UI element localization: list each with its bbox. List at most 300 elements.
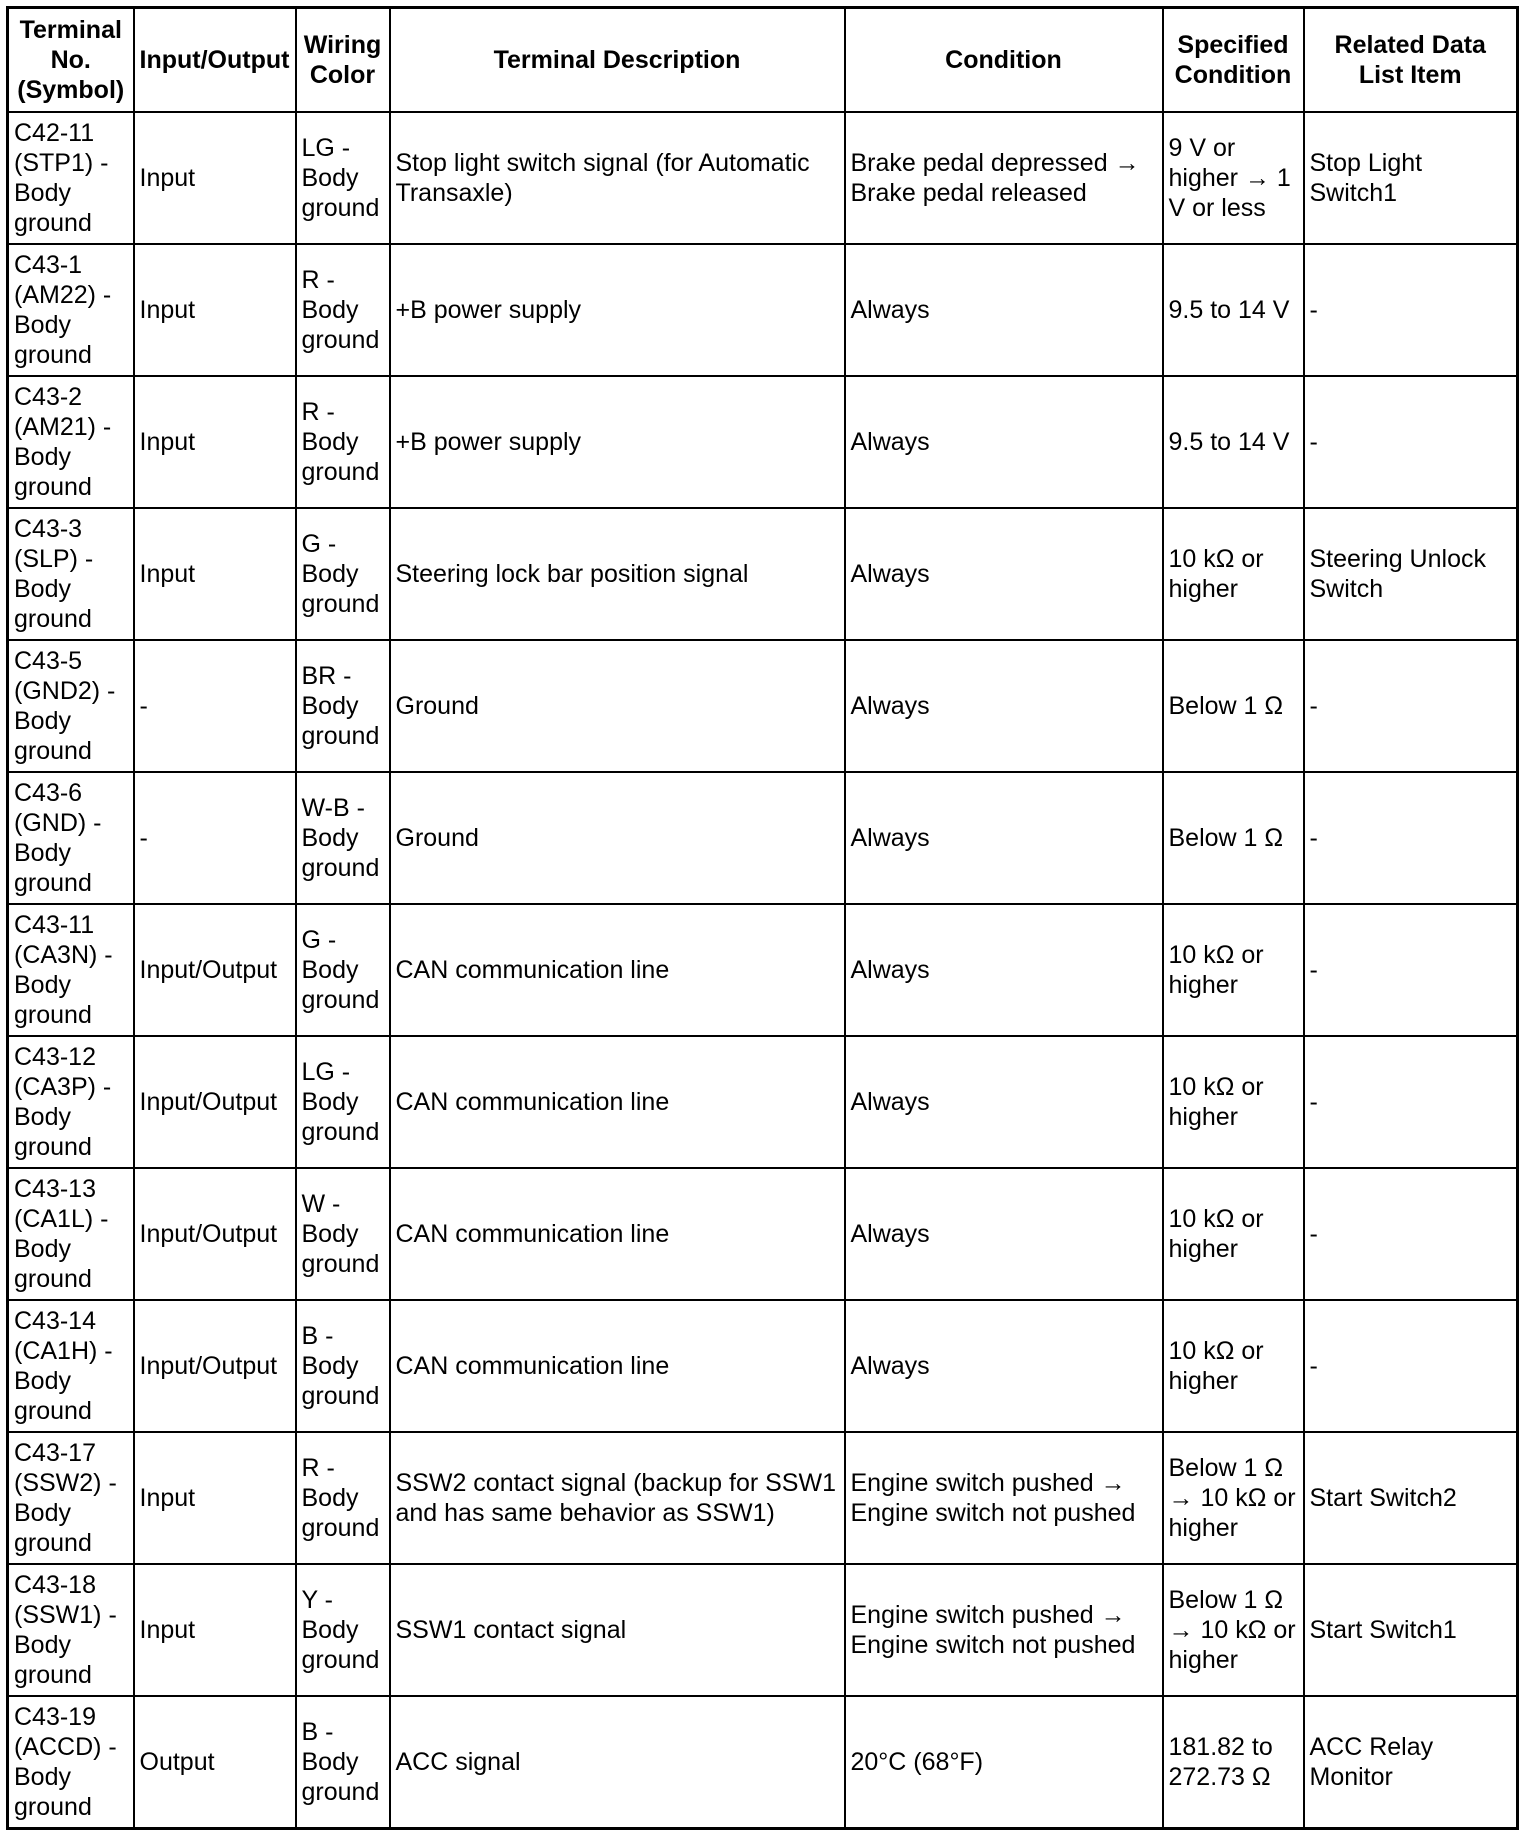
header-related-data [1304,8,1518,112]
terminal-cell [8,1432,134,1564]
cell-text-line: Body [301,427,359,456]
condition-cell [845,1432,1163,1564]
cell-text-line: Engine switch not pushed [850,1499,1136,1528]
cell-text-line: Start Switch2 [1309,1484,1457,1513]
cell-text-line: R - [301,397,335,426]
cell-text-line: Body [301,1484,359,1513]
cell-text-line: - [139,823,148,852]
cell-text-line: Input [139,1484,196,1513]
terminal-cell [8,244,134,376]
cell-text-line: Input [139,1616,196,1645]
cell-text-line: C43-14 [14,1307,96,1336]
description-cell [390,1564,845,1696]
cell-text-line: ground [301,853,380,882]
cell-text-line: LG - [301,133,351,162]
cell-text-line: Body [301,1748,359,1777]
cell-text-line: (GND2) - [14,676,116,705]
header-specified-condition [1163,8,1304,112]
table-row [8,1564,1518,1696]
cell-text-line: W - [301,1190,341,1219]
cell-text-line: ground [301,325,380,354]
cell-text-line: Body [14,838,71,867]
description-cell [390,772,845,904]
header-input-output [134,8,296,112]
cell-text-line: (AM21) - [14,412,112,441]
cell-text-line: ground [14,736,92,765]
condition-cell [845,376,1163,508]
cell-text-line: W-B - [301,793,365,822]
cell-text-line: ground [301,985,380,1014]
cell-text-line: higher [1168,1235,1238,1264]
cell-text-line: (Symbol) [17,75,125,104]
description-cell [390,508,845,640]
table-row [8,112,1518,244]
condition-cell [845,508,1163,640]
cell-text-line: (CA1L) - [14,1205,109,1234]
cell-text-line: Body [14,574,71,603]
cell-text-line: List Item [1358,60,1462,89]
cell-text-line: Related Data [1334,30,1486,59]
description-cell [390,640,845,772]
table-row [8,1696,1518,1828]
cell-text-line: ground [301,589,380,618]
cell-text-line: Condition [945,45,1062,74]
cell-text-line: Body [301,1352,359,1381]
cell-text-line: C43-5 [14,646,83,675]
description-cell [390,244,845,376]
cell-text-line: ground [301,1382,380,1411]
cell-text-line: Monitor [1309,1763,1393,1792]
cell-text-line: Engine switch not pushed [850,1631,1136,1660]
cell-text-line: Body [14,1235,71,1264]
cell-text-line: Body [301,295,359,324]
condition-cell [845,772,1163,904]
cell-text-line: Switch [1309,574,1384,603]
condition-cell [845,904,1163,1036]
cell-text-line: Specified [1177,30,1289,59]
cell-text-line: Always [850,295,930,324]
related-data-cell [1304,244,1518,376]
cell-text-line: higher [1168,1367,1238,1396]
related-data-cell [1304,508,1518,640]
input-output-cell [134,112,296,244]
cell-text-line: ground [301,1646,380,1675]
cell-text-line: C43-11 [14,910,95,939]
condition-cell [845,244,1163,376]
condition-cell [845,1168,1163,1300]
cell-text-line: ground [14,1132,92,1161]
cell-text-line: 272.73 Ω [1168,1763,1271,1792]
cell-text-line: Engine switch pushed → [850,1469,1126,1498]
cell-text-line: Start Switch1 [1309,1616,1457,1645]
cell-text-line: R - [301,1454,335,1483]
wiring-color-cell [296,244,390,376]
wiring-color-cell [296,640,390,772]
header-terminal-description [390,8,845,112]
condition-cell [845,1300,1163,1432]
input-output-cell [134,1564,296,1696]
cell-text-line: Body [14,1631,71,1660]
cell-text-line: ground [14,208,92,237]
cell-text-line: higher [1168,574,1238,603]
wiring-color-cell [296,112,390,244]
related-data-cell [1304,1696,1518,1828]
cell-text-line: Input [139,559,196,588]
cell-text-line: SSW2 contact signal (backup for SSW1 [395,1469,836,1498]
terminal-cell [8,112,134,244]
related-data-cell [1304,1564,1518,1696]
terminal-cell [8,904,134,1036]
cell-text-line: R - [301,265,335,294]
cell-text-line: ACC signal [395,1748,521,1777]
cell-text-line: Condition [1174,60,1292,89]
description-cell [390,1300,845,1432]
cell-text-line: 10 kΩ or [1168,544,1264,573]
cell-text-line: Body [14,1499,71,1528]
cell-text-line: higher [1168,970,1238,999]
cell-text-line: Always [850,1220,930,1249]
description-cell [390,904,845,1036]
cell-text-line: Input [139,295,196,324]
cell-text-line: (SLP) - [14,544,94,573]
cell-text-line: Always [850,1087,930,1116]
cell-text-line: higher [1168,1514,1238,1543]
table-row [8,1036,1518,1168]
specified-condition-cell [1163,904,1304,1036]
cell-text-line: Body [14,178,71,207]
terminal-table [6,6,1519,1830]
condition-cell [845,640,1163,772]
header-wiring-color [296,8,390,112]
cell-text-line: Body [14,706,71,735]
input-output-cell [134,772,296,904]
condition-cell [845,1564,1163,1696]
cell-text-line: - [1309,1352,1318,1381]
cell-text-line: → 10 kΩ or [1168,1484,1296,1513]
specified-condition-cell [1163,1300,1304,1432]
wiring-color-cell [296,1036,390,1168]
terminal-cell [8,376,134,508]
cell-text-line: G - [301,925,337,954]
cell-text-line: Body [301,691,359,720]
cell-text-line: higher [1168,1102,1238,1131]
input-output-cell [134,1300,296,1432]
specified-condition-cell [1163,1168,1304,1300]
cell-text-line: Input [139,163,196,192]
wiring-color-cell [296,1432,390,1564]
cell-text-line: 181.82 to [1168,1733,1273,1762]
cell-text-line: Steering Unlock [1309,544,1486,573]
cell-text-line: Body [301,955,359,984]
cell-text-line: Transaxle) [395,178,513,207]
input-output-cell [134,904,296,1036]
cell-text-line: Body [301,1087,359,1116]
cell-text-line: Terminal Description [493,45,741,74]
cell-text-line: Always [850,427,930,456]
cell-text-line: Input/Output [139,955,278,984]
description-cell [390,1168,845,1300]
cell-text-line: 20°C (68°F) [850,1748,984,1777]
cell-text-line: ground [301,1117,380,1146]
cell-text-line: (CA1H) - [14,1337,113,1366]
cell-text-line: ground [301,1778,380,1807]
cell-text-line: Body [14,970,71,999]
cell-text-line: ground [14,1661,92,1690]
cell-text-line: Always [850,691,930,720]
terminal-cell [8,1168,134,1300]
cell-text-line: Brake pedal depressed → [850,148,1140,177]
cell-text-line: - [1309,955,1318,984]
condition-cell [845,112,1163,244]
cell-text-line: - [1309,1087,1318,1116]
terminal-cell [8,508,134,640]
cell-text-line: C43-19 [14,1703,96,1732]
input-output-cell [134,1168,296,1300]
cell-text-line: C43-2 [14,382,83,411]
specified-condition-cell [1163,1432,1304,1564]
cell-text-line: Always [850,955,930,984]
cell-text-line: (SSW2) - [14,1469,117,1498]
description-cell [390,1432,845,1564]
wiring-color-cell [296,1300,390,1432]
cell-text-line: ACC Relay [1309,1733,1434,1762]
terminal-cell [8,1300,134,1432]
cell-text-line: ground [14,472,92,501]
cell-text-line: Always [850,559,930,588]
cell-text-line: Ground [395,823,479,852]
cell-text-line: Input/Output [139,1220,278,1249]
wiring-color-cell [296,1564,390,1696]
related-data-cell [1304,904,1518,1036]
cell-text-line: 9.5 to 14 V [1168,427,1290,456]
input-output-cell [134,1036,296,1168]
specified-condition-cell [1163,640,1304,772]
cell-text-line: Body [14,1102,71,1131]
cell-text-line: C43-3 [14,514,83,543]
related-data-cell [1304,640,1518,772]
specified-condition-cell [1163,1564,1304,1696]
cell-text-line: Engine switch pushed → [850,1601,1126,1630]
cell-text-line: and has same behavior as SSW1) [395,1499,775,1528]
cell-text-line: Body [301,1220,359,1249]
cell-text-line: G - [301,529,337,558]
cell-text-line: Input/Output [139,1087,278,1116]
cell-text-line: Below 1 Ω [1168,691,1284,720]
cell-text-line: ground [14,1529,92,1558]
related-data-cell [1304,1432,1518,1564]
description-cell [390,1696,845,1828]
cell-text-line: (ACCD) - [14,1733,117,1762]
input-output-cell [134,1432,296,1564]
cell-text-line: ground [14,340,92,369]
cell-text-line: Body [301,1616,359,1645]
cell-text-line: Wiring [303,30,382,59]
cell-text-line: B - [301,1322,334,1351]
cell-text-line: Below 1 Ω [1168,823,1284,852]
cell-text-line: - [1309,1220,1318,1249]
input-output-cell [134,508,296,640]
cell-text-line: C43-18 [14,1571,96,1600]
cell-text-line: ground [301,721,380,750]
cell-text-line: Color [309,60,376,89]
cell-text-line: B - [301,1718,334,1747]
cell-text-line: (GND) - [14,808,102,837]
input-output-cell [134,244,296,376]
cell-text-line: - [1309,427,1318,456]
terminal-cell [8,1036,134,1168]
cell-text-line: (CA3P) - [14,1072,112,1101]
related-data-cell [1304,1036,1518,1168]
cell-text-line: 10 kΩ or [1168,1072,1264,1101]
description-cell [390,376,845,508]
cell-text-line: (CA3N) - [14,940,113,969]
cell-text-line: C42-11 [14,118,95,147]
condition-cell [845,1696,1163,1828]
cell-text-line: C43-6 [14,778,83,807]
table-row [8,904,1518,1036]
cell-text-line: Switch1 [1309,178,1398,207]
header-condition [845,8,1163,112]
specified-condition-cell [1163,1036,1304,1168]
cell-text-line: SSW1 contact signal [395,1616,627,1645]
cell-text-line: - [1309,691,1318,720]
wiring-color-cell [296,1696,390,1828]
cell-text-line: Input/Output [139,45,290,74]
cell-text-line: Stop light switch signal (for Automatic [395,148,810,177]
specified-condition-cell [1163,1696,1304,1828]
cell-text-line: 10 kΩ or [1168,1205,1264,1234]
specified-condition-cell [1163,244,1304,376]
related-data-cell [1304,376,1518,508]
cell-text-line: (AM22) - [14,280,112,309]
cell-text-line: ground [14,1793,92,1822]
table-row [8,244,1518,376]
table-row [8,772,1518,904]
header-row [8,8,1518,112]
cell-text-line: Always [850,1352,930,1381]
cell-text-line: +B power supply [395,427,582,456]
cell-text-line: ground [301,1514,380,1543]
cell-text-line: Output [139,1748,215,1777]
table-row [8,376,1518,508]
cell-text-line: CAN communication line [395,1087,670,1116]
cell-text-line: Ground [395,691,479,720]
cell-text-line: C43-13 [14,1175,96,1204]
related-data-cell [1304,112,1518,244]
cell-text-line: - [1309,823,1318,852]
input-output-cell [134,376,296,508]
cell-text-line: 10 kΩ or [1168,1337,1264,1366]
cell-text-line: Body [301,823,359,852]
cell-text-line: Steering lock bar position signal [395,559,749,588]
table-row [8,640,1518,772]
input-output-cell [134,640,296,772]
cell-text-line: ground [301,457,380,486]
cell-text-line: V or less [1168,193,1266,222]
cell-text-line: LG - [301,1057,351,1086]
cell-text-line: CAN communication line [395,955,670,984]
cell-text-line: (SSW1) - [14,1601,117,1630]
wiring-color-cell [296,772,390,904]
cell-text-line: Always [850,823,930,852]
table-body [8,112,1518,1829]
related-data-cell [1304,1168,1518,1300]
cell-text-line: CAN communication line [395,1352,670,1381]
cell-text-line: Body [14,442,71,471]
cell-text-line: (STP1) - [14,148,109,177]
specified-condition-cell [1163,772,1304,904]
table-row [8,1300,1518,1432]
cell-text-line: 9 V or [1168,133,1236,162]
table-row [8,508,1518,640]
input-output-cell [134,1696,296,1828]
cell-text-line: - [139,691,148,720]
cell-text-line: ground [301,1250,380,1279]
description-cell [390,112,845,244]
wiring-color-cell [296,1168,390,1300]
cell-text-line: 10 kΩ or [1168,940,1264,969]
cell-text-line: Body [301,163,359,192]
wiring-color-cell [296,376,390,508]
cell-text-line: Y - [301,1586,333,1615]
description-cell [390,1036,845,1168]
cell-text-line: Input [139,427,196,456]
cell-text-line: ground [14,604,92,633]
cell-text-line: ground [14,1265,92,1294]
specified-condition-cell [1163,376,1304,508]
cell-text-line: 9.5 to 14 V [1168,295,1290,324]
terminal-cell [8,640,134,772]
wiring-color-cell [296,904,390,1036]
header-terminal [8,8,134,112]
related-data-cell [1304,1300,1518,1432]
cell-text-line: Body [14,1367,71,1396]
table-row [8,1168,1518,1300]
specified-condition-cell [1163,112,1304,244]
terminal-cell [8,1564,134,1696]
cell-text-line: No. [50,45,91,74]
terminal-cell [8,1696,134,1828]
table-row [8,1432,1518,1564]
cell-text-line: C43-1 [14,250,83,279]
specified-condition-cell [1163,508,1304,640]
cell-text-line: higher [1168,1646,1238,1675]
cell-text-line: C43-17 [14,1439,96,1468]
cell-text-line: ground [14,1000,92,1029]
related-data-cell [1304,772,1518,904]
cell-text-line: Body [14,1763,71,1792]
terminal-cell [8,772,134,904]
cell-text-line: Body [301,559,359,588]
cell-text-line: +B power supply [395,295,582,324]
cell-text-line: Below 1 Ω [1168,1454,1284,1483]
cell-text-line: → 10 kΩ or [1168,1616,1296,1645]
cell-text-line: BR - [301,661,352,690]
cell-text-line: ground [14,868,92,897]
condition-cell [845,1036,1163,1168]
cell-text-line: Brake pedal released [850,178,1087,207]
cell-text-line: CAN communication line [395,1220,670,1249]
cell-text-line: C43-12 [14,1042,96,1071]
cell-text-line: ground [301,193,380,222]
cell-text-line: Stop Light [1309,148,1423,177]
cell-text-line: higher → 1 [1168,163,1291,192]
cell-text-line: - [1309,295,1318,324]
cell-text-line: ground [14,1397,92,1426]
cell-text-line: Body [14,310,71,339]
cell-text-line: Terminal [19,15,122,44]
cell-text-line: Input/Output [139,1352,278,1381]
